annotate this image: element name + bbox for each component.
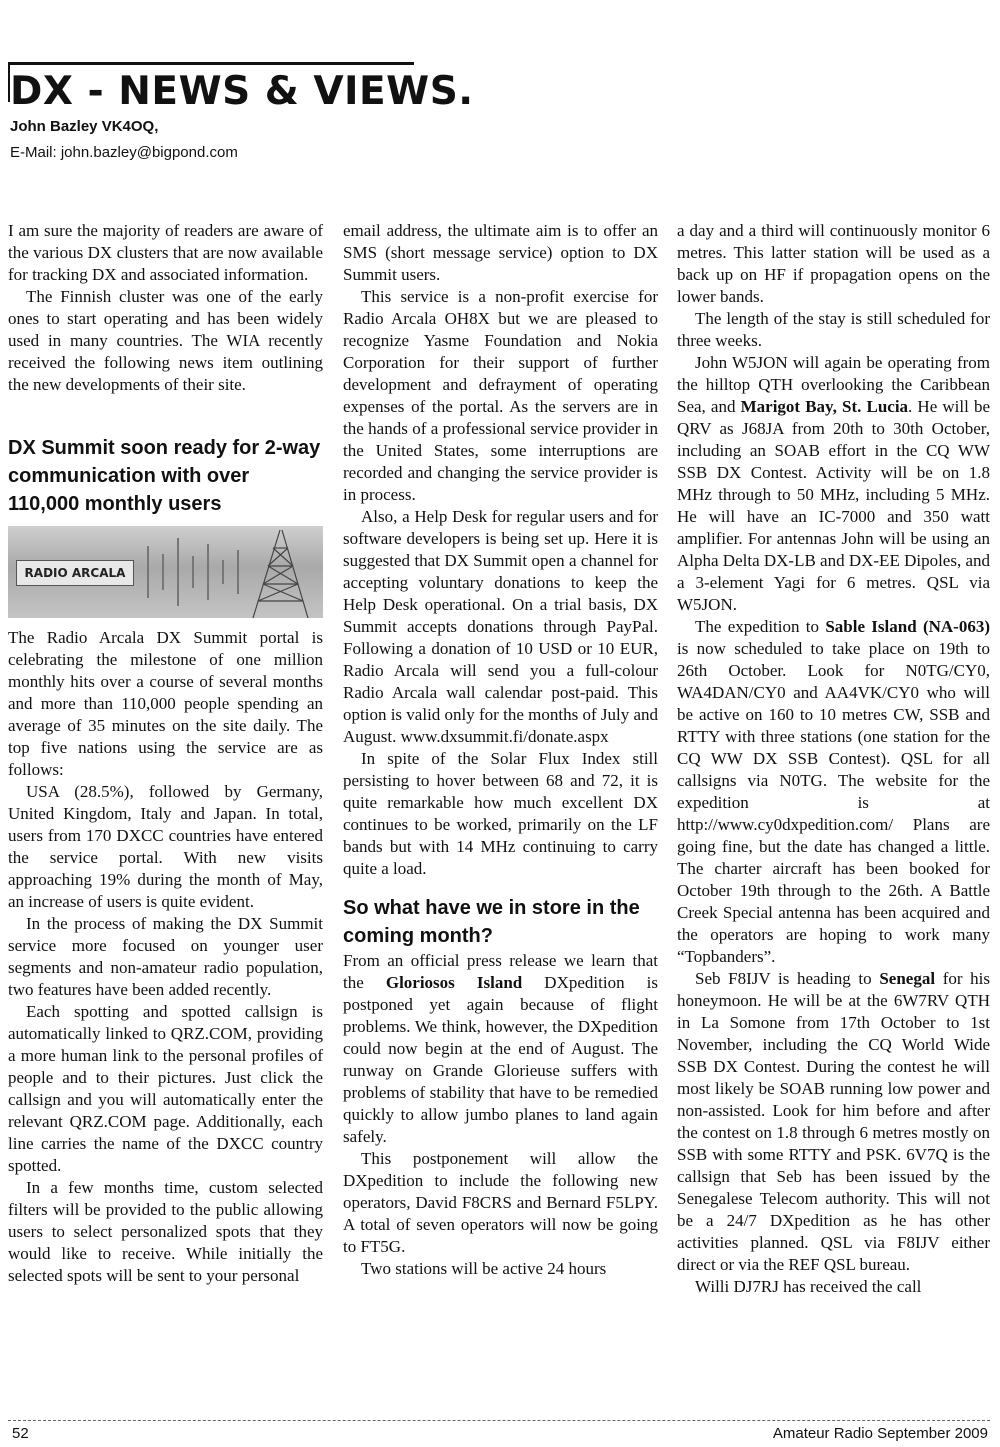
author-name: John Bazley VK4OQ, (10, 118, 159, 135)
section-heading-coming-month: So what have we in store in the coming month? (343, 897, 640, 947)
bold-text: Gloriosos Island (385, 973, 523, 992)
bold-text: Sable Island (NA-063) (825, 617, 990, 636)
paragraph: The length of the stay is still scheduled for three weeks. (677, 309, 990, 350)
column-1 (8, 220, 323, 1287)
title-rule (8, 62, 414, 65)
bold-text: Marigot Bay, St. Lucia (740, 397, 909, 416)
paragraph: Willi DJ7RJ has received the call (695, 1277, 922, 1296)
page-number: 52 (12, 1425, 29, 1442)
section-heading-dx-summit: DX Summit soon ready for 2-way communication with over 110,000 monthly users (8, 437, 321, 515)
text: DXpedition is postponed yet again because of flight problems. We think, however, the DXpedition could now begin at the end of August. The runway on Grande Glorieuse suffers with problems of stability that have to be remedied quickly to allow jumbo planes to land again safely. (343, 973, 658, 1146)
paragraph: This service is a non-profit exercise for Radio Arcala OH8X but we are pleased to recognize Yasme Foundation and Nokia Corporation for their support of further development and defrayment of operating expenses of the portal. As the servers are in the hands of a professional service provider in the United States, some interruptions are recorded and changing the service provider is in process. (343, 287, 658, 504)
text: . He will be QRV as J68JA from 20th to 30th October, including an SOAB effort in the CQ WW SSB DX Contest. Activity will be on 1.8 MHz through to 50 MHz, including 5 MHz. He will have an IC-7000 and 350 watt amplifier. For antennas John will be using an Alpha Delta DX-LB and DX-EE Dipoles, and a 3-element Yagi for 6 metres. QSL via W5JON. (677, 397, 991, 614)
publication-info: Amateur Radio September 2009 (772, 1425, 988, 1442)
paragraph: I am sure the majority of readers are aware of the various DX clusters that are now available for tracking DX and associated information. (8, 221, 323, 284)
text: is now scheduled to take place on 19th to 26th October. Look for N0TG/CY0, WA4DAN/CY0 and AA4VK/CY0 who will be active on 160 to 10 metres CW, SSB and RTTY with three stations (one station for the CQ WW DX SSB Contest). QSL for all callsigns via N0TG. The website for the expedition is at http://www.cy0dxpedition.com/ Plans are going fine, but the date has changed a little. The charter aircraft has been booked for October 19th through to the 26th. A Battle Creek Special antenna has been acquired and the operators are hoping to work many “Topbanders”. (677, 639, 990, 966)
column-2 (343, 220, 658, 1280)
paragraph: email address, the ultimate aim is to offer an SMS (short message service) option to DX Summit users. (343, 221, 658, 284)
paragraph (677, 616, 990, 968)
radio-arcala-logo: RADIO ARCALA (16, 560, 134, 586)
text: for his honeymoon. He will be at the 6W7RV QTH in La Somone from 17th October to 1st November, including the CQ World Wide SSB DX Contest. During the contest he will most likely be SOAB running low power and non-assisted. Look for him before and after the contest on 1.8 through 6 metres mostly on SSB with some RTTY and PSK. 6V7Q is the callsign that Seb has been issued by the Senegalese Telecom authority. This will not be a 24/7 DXpedition as he has other activities planned. QSL via F8IJV either direct or via the REF QSL bureau. (677, 969, 990, 1274)
paragraph: In a few months time, custom selected filters will be provided to the public allowing users to select personalized spots that they would like to receive. While initially the selected spots will be sent to your personal (8, 1178, 323, 1285)
paragraph: The Finnish cluster was one of the early ones to start operating and has been widely used in many countries. The WIA recently received the following news item outlining the new developments of their site. (8, 287, 323, 394)
paragraph: The Radio Arcala DX Summit portal is celebrating the milestone of one million monthly hits over a course of several months and more than 110,000 people spending an average of 35 minutes on the site daily. The top five nations using the service are as follows: (8, 628, 323, 779)
radio-arcala-banner (8, 526, 323, 618)
paragraph: Each spotting and spotted callsign is automatically linked to QRZ.COM, providing a more human link to the personal profiles of people and to their pictures. Just click the callsign and you will automatically enter the relevant QRZ.COM page. Additionally, each line carries the name of the DXCC country spotted. (8, 1002, 323, 1175)
text: The expedition to (695, 617, 826, 636)
page-title: DX - NEWS & VIEWS. (10, 69, 474, 114)
paragraph: In the process of making the DX Summit service more focused on younger user segments and non-amateur radio population, two features have been added recently. (8, 914, 323, 999)
text: Seb F8IJV is heading to (695, 969, 880, 988)
paragraph: Also, a Help Desk for regular users and for software developers is being set up. Here it is suggested that DX Summit open a channel for accepting voluntary donations to keep the Help Desk operational. On a trial basis, DX Summit accepts donations through PayPal. Following a donation of 10 USD or 10 EUR, Radio Arcala will send you a full-colour Radio Arcala wall calendar post-paid. This option is valid only for the months of July and August. www.dxsummit.fi/donate.aspx (343, 507, 658, 746)
paragraph: In spite of the Solar Flux Index still persisting to hover between 68 and 72, it is quite remarkable how much excellent DX continues to be worked, primarily on the LF bands but with 14 MHz continuing to carry quite a load. (343, 749, 658, 878)
paragraph (677, 352, 990, 616)
paragraph (343, 950, 658, 1148)
text: From an official press release we learn that the (343, 951, 658, 992)
paragraph: This postponement will allow the DXpedition to include the following new operators, David F8CRS and Bernard F5LPY. A total of seven operators will now be going to FT5G. (343, 1149, 658, 1256)
paragraph: a day and a third will continuously monitor 6 metres. This latter station will be used as a back up on HF if propagation opens on the lower bands. (677, 221, 990, 306)
paragraph: USA (28.5%), followed by Germany, United Kingdom, Italy and Japan. In total, users from 170 DXCC countries have entered the service portal. With new visits approaching 19% during the month of May, an increase of users is quite evident. (8, 782, 323, 911)
paragraph (677, 968, 990, 1276)
footer-divider (8, 1420, 990, 1421)
text: John W5JON will again be operating from the hilltop QTH overlooking the Caribbean Sea, and (677, 353, 990, 416)
bold-text: Senegal (879, 969, 936, 988)
column-3 (677, 220, 990, 1298)
author-email: E-Mail: john.bazley@bigpond.com (10, 144, 238, 161)
paragraph: Two stations will be active 24 hours (361, 1259, 607, 1278)
